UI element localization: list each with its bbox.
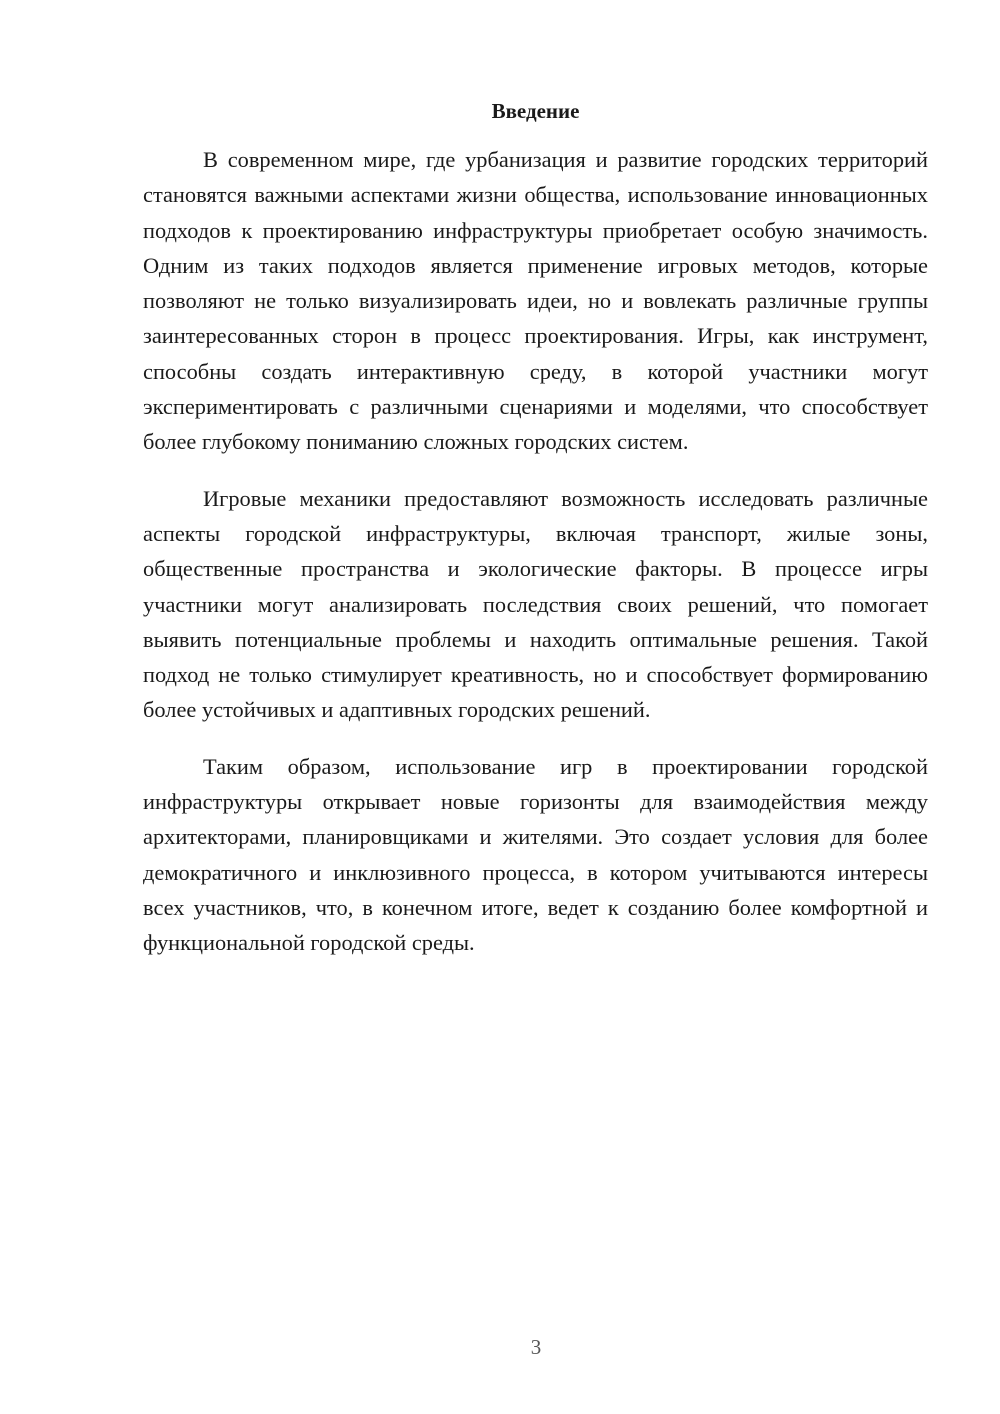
section-heading: Введение <box>491 99 580 123</box>
paragraph-3: Таким образом, использование игр в проектировании городской инфраструктуры открывает новые горизонты для взаимодействия между архитекторами, планировщиками и жителями. Это создает условия для более демократичного и инклюзивного процесса, в котором учитываются интересы всех участников, что, в конечном итоге, ведет к созданию более комфортной и функциональной городской среды. <box>143 753 928 956</box>
paragraph-2: Игровые механики предоставляют возможность исследовать различные аспекты городской инфраструктуры, включая транспорт, жилые зоны, общественные пространства и экологические факторы. В процессе игры участники могут анализировать последствия своих решений, что помогает выявить потенциальные проблемы и находить оптимальные решения. Такой подход не только стимулирует креативность, но и способствует формированию более устойчивых и адаптивных городских решений. <box>143 485 928 723</box>
page-number: 3 <box>530 1335 542 1359</box>
page-content <box>143 94 928 982</box>
paragraph-1: В современном мире, где урбанизация и развитие городских территорий становятся важными аспектами жизни общества, использование инновационных подходов к проектированию инфраструктуры приобретает особую значимость. Одним из таких подходов является применение игровых методов, которые позволяют не только визуализировать идеи, но и вовлекать различные группы заинтересованных сторон в процесс проектирования. Игры, как инструмент, способны создать интерактивную среду, в которой участники могут экспериментировать с различными сценариями и моделями, что способствует более глубокому пониманию сложных городских систем. <box>143 147 928 455</box>
